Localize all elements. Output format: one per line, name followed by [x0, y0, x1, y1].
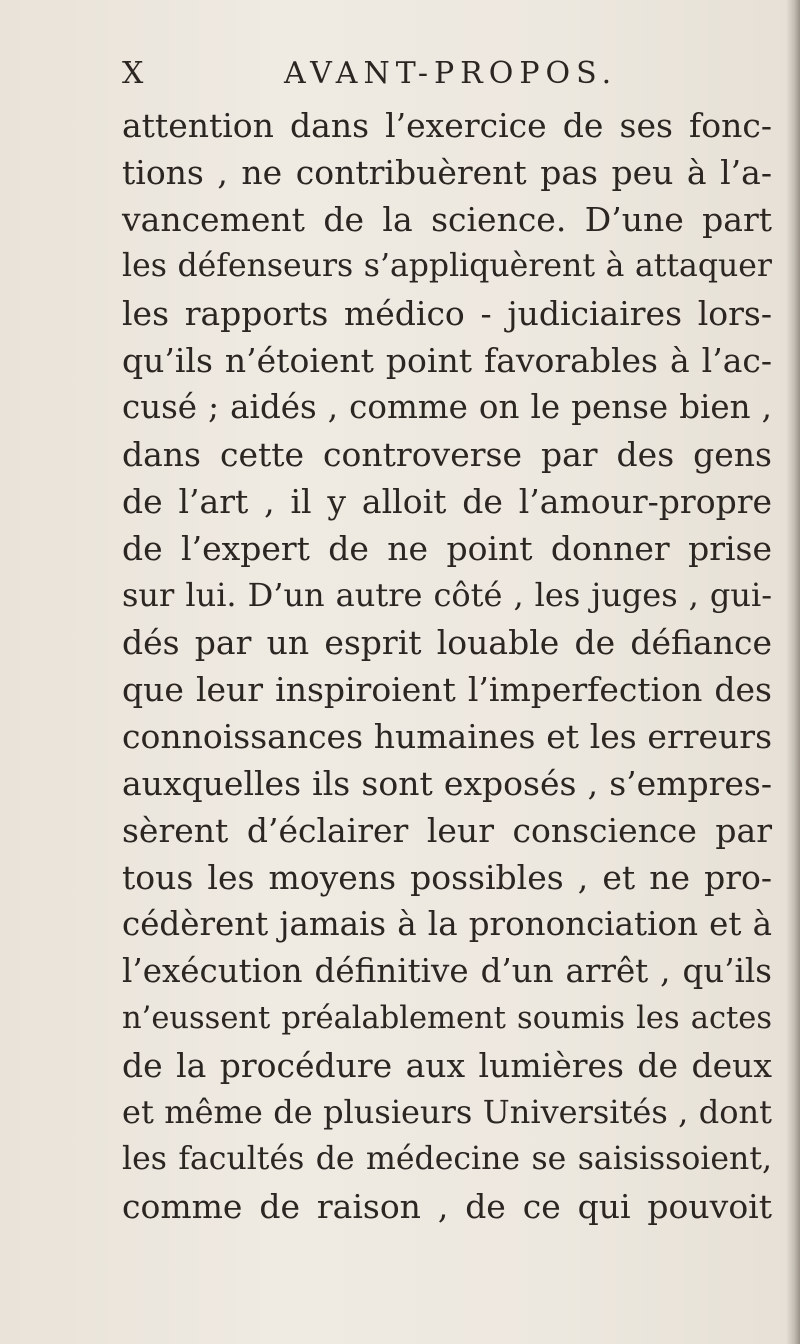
text-line: cédèrent jamais à la prononciation et à — [122, 905, 772, 943]
text-line: tous les moyens possibles , et ne pro- — [122, 858, 772, 897]
text-line: attention dans l’exercice de ses fonc- — [122, 106, 772, 145]
text-line: connoissances humaines et les erreurs — [122, 717, 772, 756]
text-line: les rapports médico - judiciaires lors- — [122, 294, 772, 333]
text-line: tions , ne contribuèrent pas peu à l’a- — [122, 153, 772, 192]
text-line: cusé ; aidés , comme on le pense bien , — [122, 388, 772, 426]
text-line: qu’ils n’étoient point favorables à l’ac- — [122, 341, 772, 380]
text-line: dés par un esprit louable de défiance — [122, 623, 772, 662]
body-text — [122, 102, 772, 1230]
page-edge-shadow — [786, 0, 800, 1344]
text-line: l’exécution définitive d’un arrêt , qu’ils — [122, 952, 772, 990]
text-line: sur lui. D’un autre côté , les juges , gui- — [122, 576, 772, 614]
text-line: les défenseurs s’appliquèrent à attaquer — [122, 248, 772, 284]
page-number: X — [122, 56, 145, 91]
text-line: que leur inspiroient l’imperfection des — [122, 670, 772, 709]
text-line: et même de plusieurs Universités , dont — [122, 1093, 772, 1131]
running-title: AVANT-PROPOS. — [284, 56, 618, 91]
text-line: auxquelles ils sont exposés , s’empres- — [122, 764, 772, 803]
page-header — [122, 54, 682, 94]
text-line: les facultés de médecine se saisissoient, — [122, 1141, 772, 1177]
text-line: n’eussent préalablement soumis les actes — [122, 1001, 772, 1036]
text-line: comme de raison , de ce qui pouvoit — [122, 1187, 772, 1226]
text-line: de l’art , il y alloit de l’amour-propre — [122, 482, 772, 521]
text-line: vancement de la science. D’une part — [122, 200, 772, 239]
text-line: de la procédure aux lumières de deux — [122, 1046, 772, 1085]
text-line: sèrent d’éclairer leur conscience par — [122, 811, 772, 850]
text-line: dans cette controverse par des gens — [122, 435, 772, 474]
text-line: de l’expert de ne point donner prise — [122, 529, 772, 568]
